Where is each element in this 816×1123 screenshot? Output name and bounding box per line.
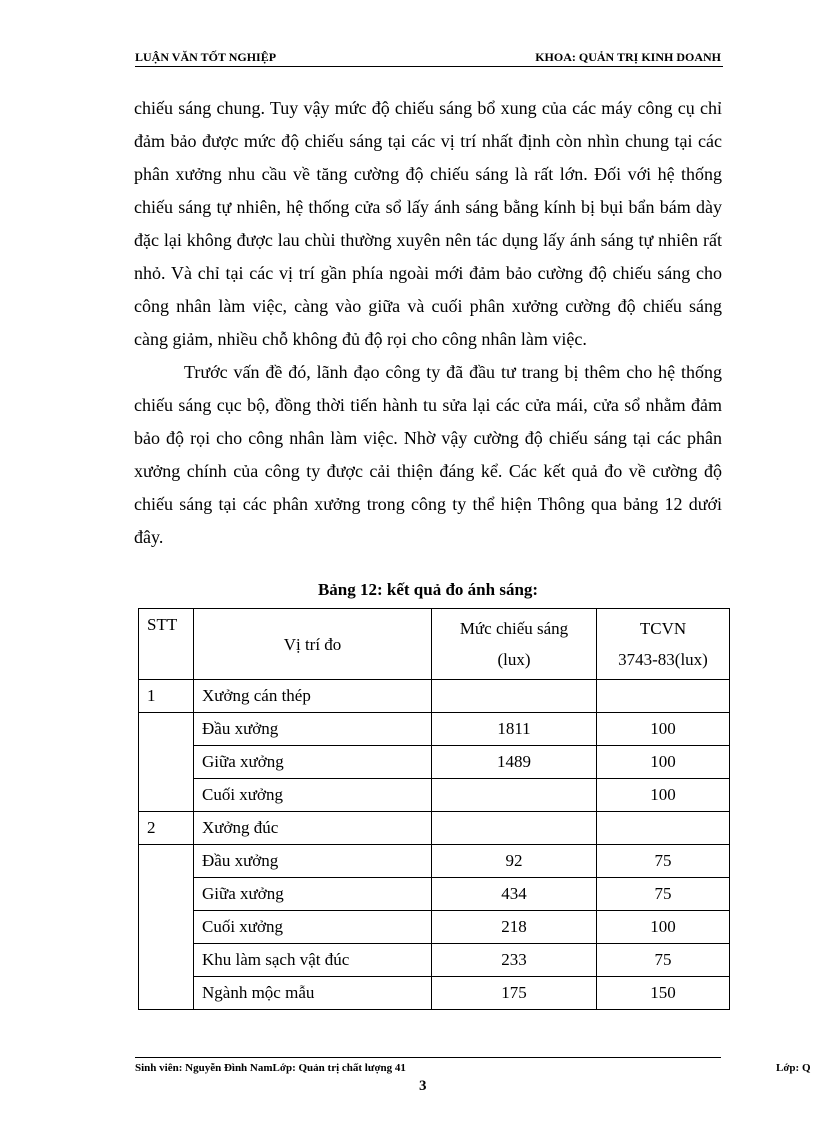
body-text xyxy=(134,92,722,554)
table-header-row xyxy=(139,609,730,680)
group-row xyxy=(139,812,730,845)
group-name: Xưởng cán thép xyxy=(194,680,432,713)
table-row xyxy=(139,944,730,977)
table-row xyxy=(139,779,730,812)
paragraph-1: chiếu sáng chung. Tuy vậy mức độ chiếu sáng bổ xung của các máy công cụ chỉ đảm bảo được mức độ chiếu sáng tại các vị trí nhất định còn nhìn chung tại các phân xưởng nhu cầu về tăng cường độ chiếu sáng là rất lớn. Đối với hệ thống chiếu sáng tự nhiên, hệ thống cửa sổ lấy ánh sáng bằng kính bị bụi bẩn bám dày đặc lại không được lau chùi thường xuyên nên tác dụng lấy ánh sáng tự nhiên rất nhỏ. Và chỉ tại các vị trí gần phía ngoài mới đảm bảo cường độ chiếu sáng cho công nhân làm việc, càng vào giữa và cuối phân xưởng cường độ chiếu sáng càng giảm, nhiều chỗ không đủ độ rọi cho công nhân làm việc. xyxy=(134,98,722,349)
row-level: 233 xyxy=(432,944,597,977)
row-location: Cuối xưởng xyxy=(194,779,432,812)
row-standard: 100 xyxy=(597,779,730,812)
table-row xyxy=(139,845,730,878)
table-row xyxy=(139,746,730,779)
table-caption: Bảng 12: kết quả đo ánh sáng: xyxy=(317,580,539,599)
table-row xyxy=(139,911,730,944)
header-standard: TCVN 3743-83(lux) xyxy=(597,609,730,680)
group-row xyxy=(139,680,730,713)
row-location: Giữa xưởng xyxy=(194,878,432,911)
header-thesis-title: LUẬN VĂN TỐT NGHIỆP xyxy=(135,50,277,64)
row-standard: 75 xyxy=(597,845,730,878)
header-level: Mức chiếu sáng (lux) xyxy=(432,609,597,680)
row-level: 434 xyxy=(432,878,597,911)
row-standard: 75 xyxy=(597,944,730,977)
row-level: 1811 xyxy=(432,713,597,746)
group-name: Xưởng đúc xyxy=(194,812,432,845)
paragraph-2: Trước vấn đề đó, lãnh đạo công ty đã đầu tư trang bị thêm cho hệ thống chiếu sáng cục bộ, đồng thời tiến hành tu sửa lại các cửa mái, cửa sổ nhằm đảm bảo độ rọi cho công nhân làm việc. Nhờ vậy cường độ chiếu sáng tại các phân xưởng chính của công ty được cải thiện đáng kể. Các kết quả đo về cường độ chiếu sáng tại các phân xưởng trong công ty thể hiện Thông qua bảng 12 dưới đây. xyxy=(134,362,722,547)
group-stt: 2 xyxy=(139,812,194,845)
table-row xyxy=(139,878,730,911)
table-row xyxy=(139,713,730,746)
row-level: 1489 xyxy=(432,746,597,779)
table-row xyxy=(139,977,730,1010)
row-level: 92 xyxy=(432,845,597,878)
row-location: Ngành mộc mẫu xyxy=(194,977,432,1010)
row-location: Đầu xưởng xyxy=(194,845,432,878)
footer-divider xyxy=(135,1057,721,1058)
row-location: Cuối xưởng xyxy=(194,911,432,944)
row-standard: 100 xyxy=(597,746,730,779)
row-location: Đầu xưởng xyxy=(194,713,432,746)
page-number: 3 xyxy=(419,1078,427,1094)
row-standard: 100 xyxy=(597,713,730,746)
footer-student-info: Sinh viên: Nguyễn Đình NamLớp: Quản trị chất lượng 41 xyxy=(135,1062,406,1074)
page-header xyxy=(135,46,723,67)
row-standard: 150 xyxy=(597,977,730,1010)
row-standard: 75 xyxy=(597,878,730,911)
row-location: Khu làm sạch vật đúc xyxy=(194,944,432,977)
row-standard: 100 xyxy=(597,911,730,944)
group-stt: 1 xyxy=(139,680,194,713)
light-measurement-table xyxy=(138,608,730,1010)
header-location: Vị trí đo xyxy=(194,609,432,680)
header-faculty: KHOA: QUẢN TRỊ KINH DOANH xyxy=(535,50,721,64)
footer-class: Lớp: Q xyxy=(776,1062,811,1074)
row-level: 175 xyxy=(432,977,597,1010)
row-location: Giữa xưởng xyxy=(194,746,432,779)
row-level xyxy=(432,779,597,812)
row-level: 218 xyxy=(432,911,597,944)
header-stt: STT xyxy=(139,609,194,680)
